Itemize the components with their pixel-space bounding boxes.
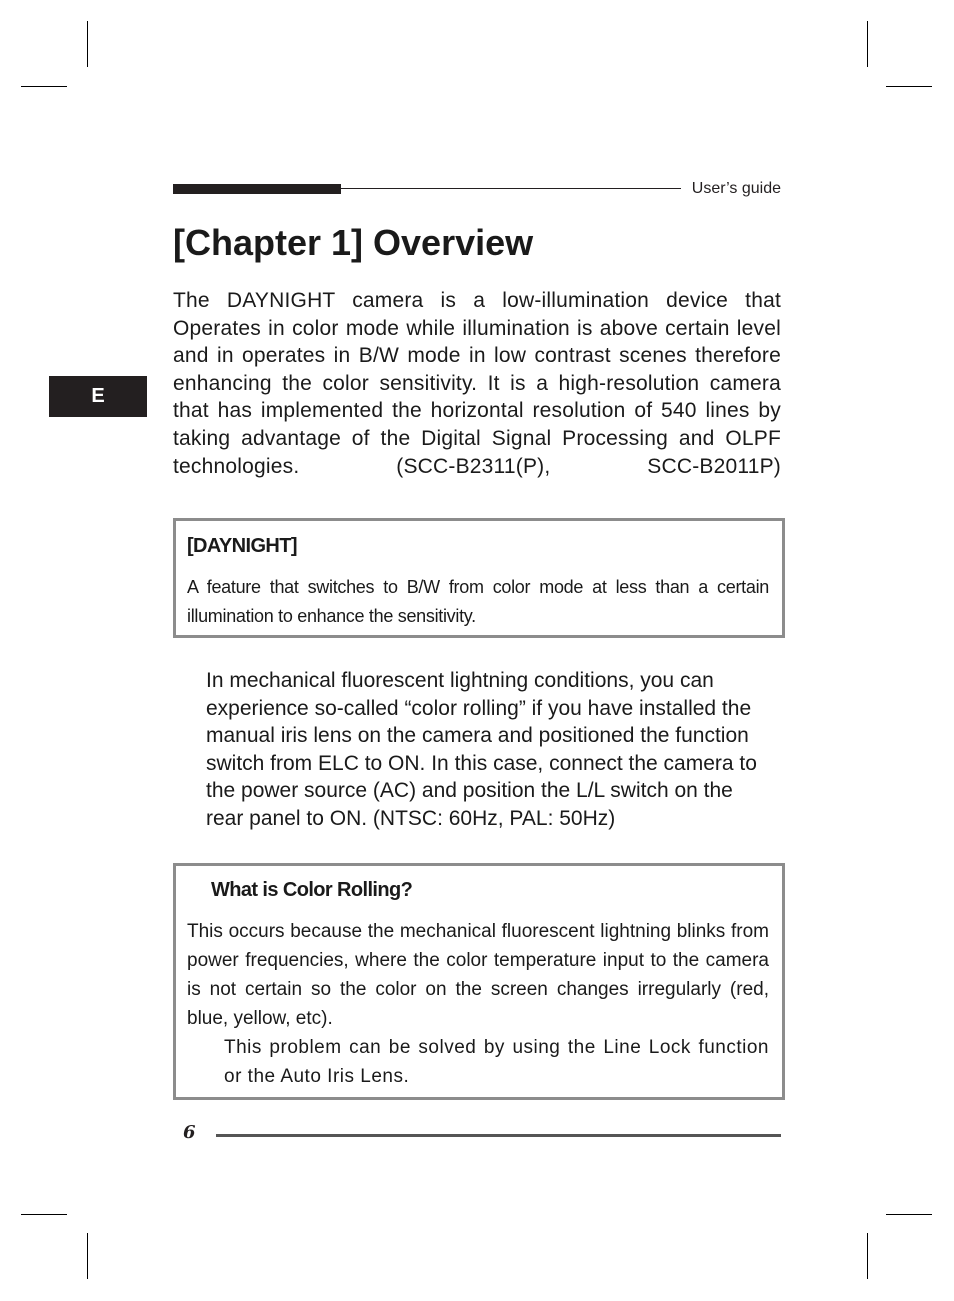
page-title: [Chapter 1] Overview — [173, 222, 534, 263]
crop-mark — [867, 1233, 868, 1279]
language-tab-label: E — [91, 385, 105, 407]
crop-mark — [21, 86, 67, 87]
crop-mark — [886, 1214, 932, 1215]
note-paragraph: In mechanical fluorescent lightning conditions, you can experience so-called “color rolling” if you have installed the manual iris lens on the camera and positioned the function switch from ELC to ON. In this case, connect the camera to the power source (AC) and position the L/L switch on the rear panel to ON. (NTSC: 60Hz, PAL: 50Hz) — [206, 669, 757, 830]
color-rolling-box-body: This occurs because the mechanical fluorescent lightning blinks from power frequencies, where the color temperature input to the camera is not certain so the color on the screen changes irregularly (red, blue, yellow, etc). — [187, 921, 769, 1029]
header-label: User’s guide — [691, 180, 781, 197]
intro-paragraph: The DAYNIGHT camera is a low-illumination device that Operates in color mode while illumination is above certain level and in operates in B/W mode in low contrast scenes therefore enhancing the color sensitivity. It is a high-resolution camera that has implemented the horizontal resolution of 540 lines by taking advantage of the Digital Signal Processing and OLPF technologies. (SCC-B2311(P), SCC-B2011P) — [173, 289, 781, 478]
crop-mark — [886, 86, 932, 87]
color-rolling-box-title: What is Color Rolling? — [211, 879, 413, 901]
crop-mark — [21, 1214, 67, 1215]
header-rule-thick — [173, 184, 341, 194]
daynight-box-body: A feature that switches to B/W from color mode at less than a certain illumination to enhance the sensitivity. — [187, 577, 769, 626]
crop-mark — [867, 21, 868, 67]
footer-rule — [216, 1134, 781, 1137]
header-rule-thin — [341, 188, 681, 189]
daynight-box-title: [DAYNIGHT] — [187, 535, 297, 557]
page-number: 6 — [183, 1122, 196, 1143]
crop-mark — [87, 21, 88, 67]
daynight-info-box — [173, 518, 785, 638]
color-rolling-box-tip: This problem can be solved by using the Line Lock function or the Auto Iris Lens. — [224, 1037, 769, 1087]
crop-mark — [87, 1233, 88, 1279]
language-tab — [49, 376, 147, 417]
color-rolling-info-box — [173, 863, 785, 1100]
